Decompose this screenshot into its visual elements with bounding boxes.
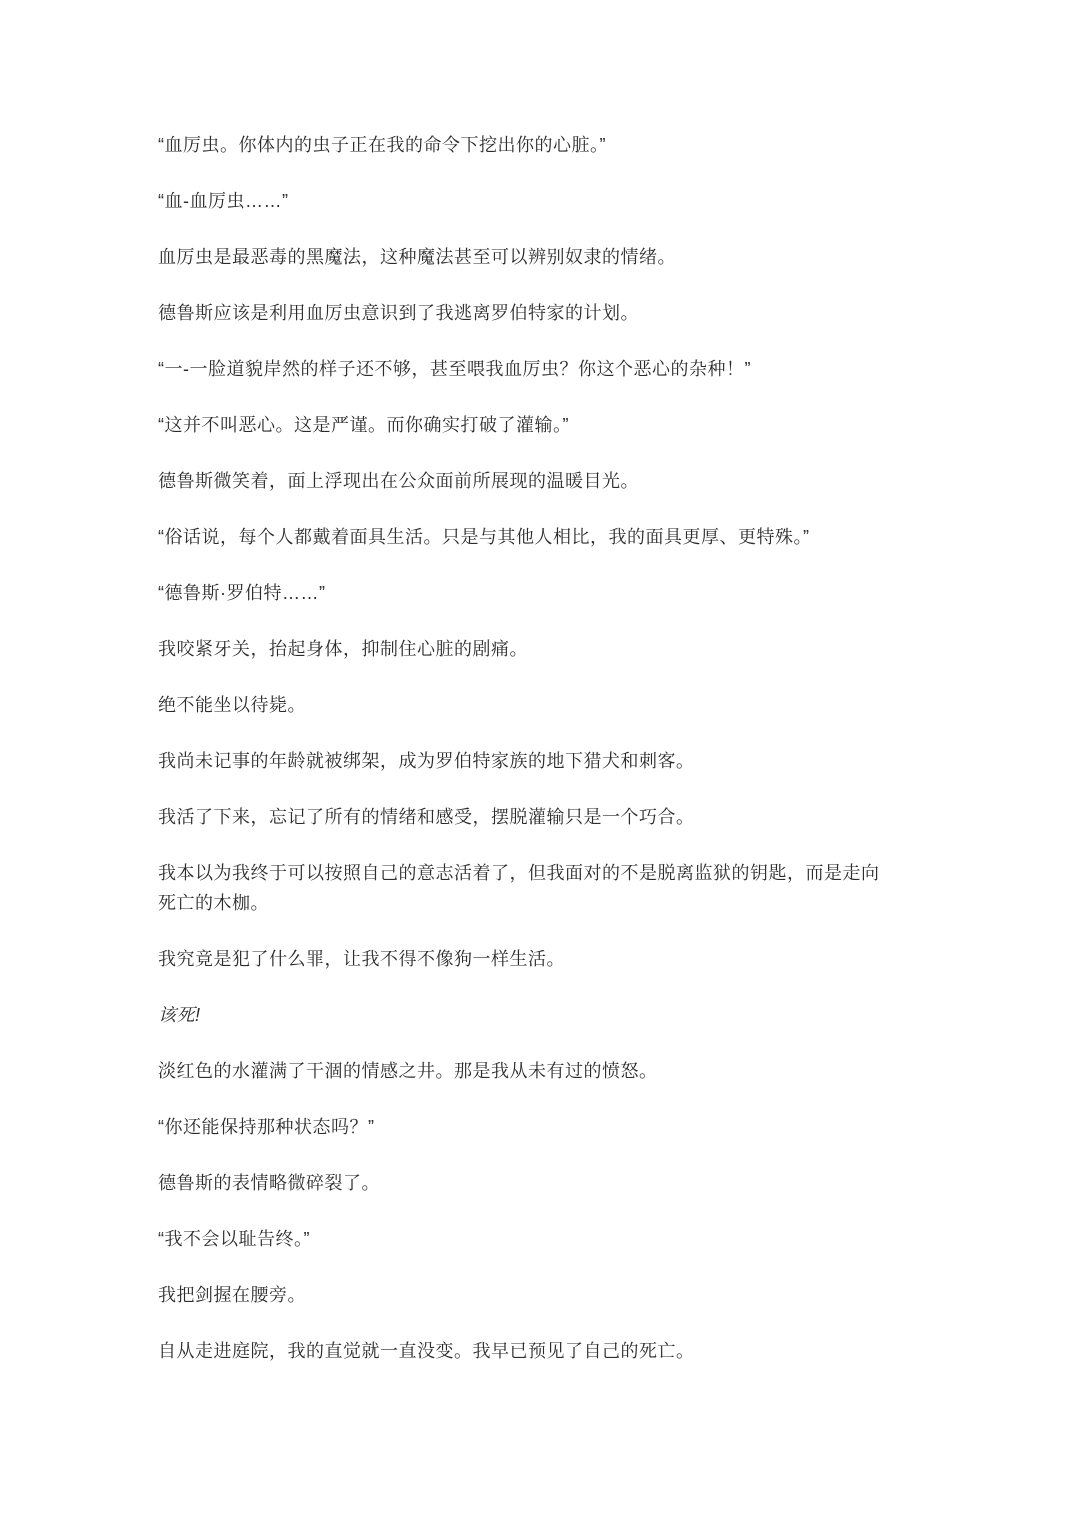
paragraph-12-narration: 我尚未记事的年龄就被绑架，成为罗伯特家族的地下猎犬和刺客。 [158, 751, 695, 771]
document-page [158, 130, 888, 1392]
paragraph-07-narration: 德鲁斯微笑着，面上浮现出在公众面前所展现的温暖目光。 [158, 471, 639, 491]
paragraph-21-narration: 我把剑握在腰旁。 [158, 1285, 306, 1305]
paragraph-22-narration: 自从走进庭院，我的直觉就一直没变。我早已预见了自己的死亡。 [158, 1341, 695, 1361]
paragraph-04-narration: 德鲁斯应该是利用血厉虫意识到了我逃离罗伯特家的计划。 [158, 303, 639, 323]
paragraph-03-narration: 血厉虫是最恶毒的黑魔法，这种魔法甚至可以辨别奴隶的情绪。 [158, 247, 676, 267]
paragraph-19-narration: 德鲁斯的表情略微碎裂了。 [158, 1173, 380, 1193]
paragraph-09-dialogue: “德鲁斯·罗伯特……” [158, 583, 326, 603]
paragraph-15-narration: 我究竟是犯了什么罪，让我不得不像狗一样生活。 [158, 949, 565, 969]
paragraph-20-dialogue: “我不会以耻告终。” [158, 1229, 310, 1249]
paragraph-02-dialogue: “血-血厉虫……” [158, 191, 289, 211]
paragraph-13-narration: 我活了下来，忘记了所有的情绪和感受，摆脱灌输只是一个巧合。 [158, 807, 695, 827]
paragraph-06-dialogue: “这并不叫恶心。这是严谨。而你确实打破了灌输。” [158, 415, 569, 435]
paragraph-16-inner-thought: 该死! [158, 1005, 201, 1025]
paragraph-17-narration: 淡红色的水灌满了干涸的情感之井。那是我从未有过的愤怒。 [158, 1061, 658, 1081]
paragraph-08-dialogue: “俗话说，每个人都戴着面具生活。只是与其他人相比，我的面具更厚、更特殊。” [158, 527, 810, 547]
paragraph-05-dialogue: “一-一脸道貌岸然的样子还不够，甚至喂我血厉虫？你这个恶心的杂种！” [158, 359, 751, 379]
paragraph-14-narration: 我本以为我终于可以按照自己的意志活着了，但我面对的不是脱离监狱的钥匙，而是走向死亡的木枷。 [158, 863, 880, 913]
paragraph-10-narration: 我咬紧牙关，抬起身体，抑制住心脏的剧痛。 [158, 639, 528, 659]
paragraph-11-narration: 绝不能坐以待毙。 [158, 695, 306, 715]
paragraph-01-dialogue: “血厉虫。你体内的虫子正在我的命令下挖出你的心脏。” [158, 135, 606, 155]
paragraph-18-dialogue: “你还能保持那种状态吗？” [158, 1117, 375, 1137]
